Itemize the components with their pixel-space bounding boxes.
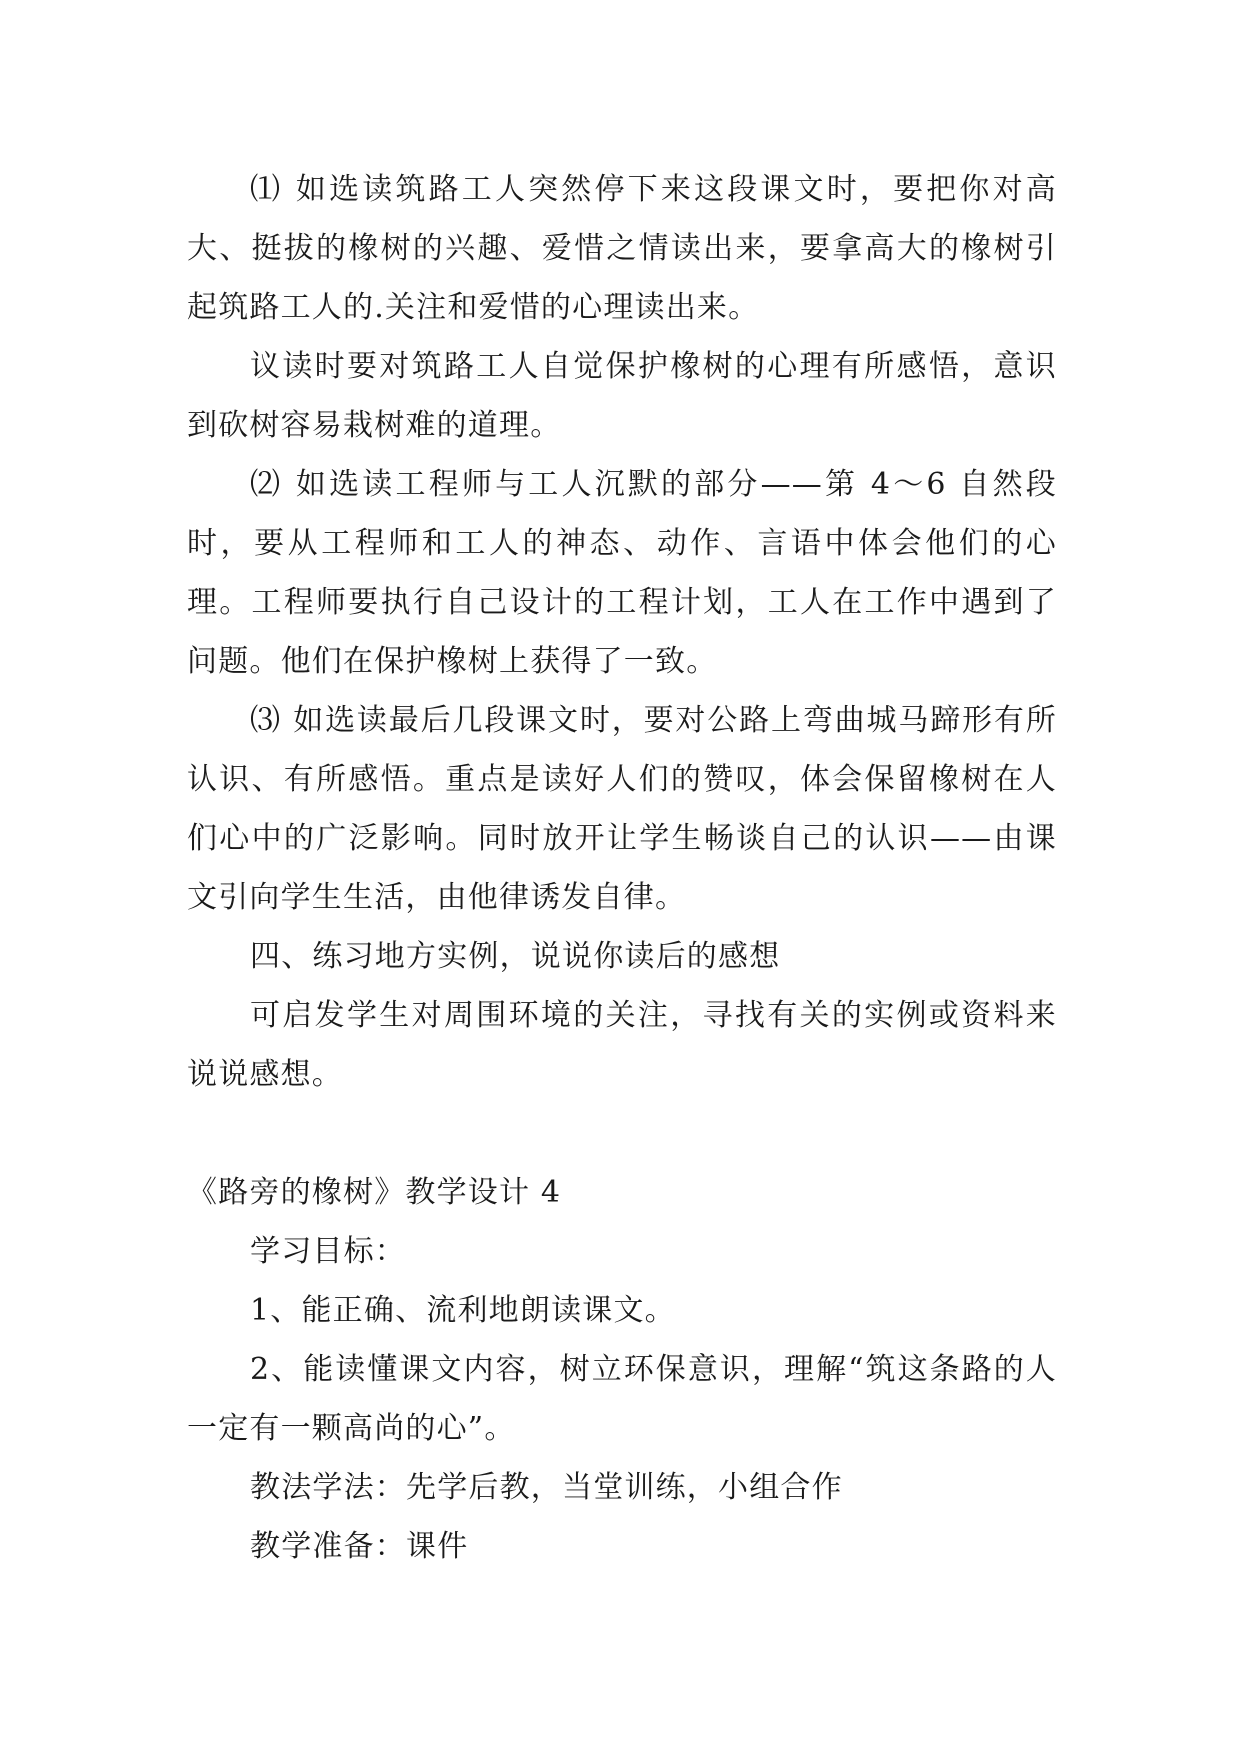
paragraph-final-sections: ⑶ 如选读最后几段课文时，要对公路上弯曲城马蹄形有所认识、有所感悟。重点是读好人们的赞叹，体会保留橡树在人们心中的广泛影响。同时放开让学生畅谈自己的认识——由课文引向学生生活，由他律诱发自律。 xyxy=(187,703,1057,915)
paragraph-engineer-workers: ⑵ 如选读工程师与工人沉默的部分——第 4～6 自然段时，要从工程师和工人的神态、动作、言语中体会他们的心理。工程师要执行自己设计的工程计划，工人在工作中遇到了问题。他们在保护橡树上获得了一致。 xyxy=(187,467,1057,679)
paragraph-learning-goals: 学习目标： xyxy=(250,1234,406,1269)
section-heading: 《路旁的橡树》教学设计 4 xyxy=(187,1175,562,1210)
paragraph-step-four: 四、练习地方实例，说说你读后的感想 xyxy=(250,939,781,974)
paragraph-teaching-prep: 教学准备：课件 xyxy=(250,1529,469,1564)
paragraph-environment: 可启发学生对周围环境的关注，寻找有关的实例或资料来说说感想。 xyxy=(187,998,1057,1092)
paragraph-goal-one: 1、能正确、流利地朗读课文。 xyxy=(250,1293,676,1328)
paragraph-discussion-reading: 议读时要对筑路工人自觉保护橡树的心理有所感悟，意识到砍树容易栽树难的道理。 xyxy=(187,349,1057,443)
paragraph-goal-two: 2、能读懂课文内容，树立环保意识，理解“筑这条路的人一定有一颗高尚的心”。 xyxy=(187,1352,1057,1446)
document-body xyxy=(187,160,1057,1576)
paragraph-reading-workers: ⑴ 如选读筑路工人突然停下来这段课文时，要把你对高大、挺拔的橡树的兴趣、爱惜之情读出来，要拿高大的橡树引起筑路工人的.关注和爱惜的心理读出来。 xyxy=(187,172,1057,325)
paragraph-teaching-method: 教法学法：先学后教，当堂训练，小组合作 xyxy=(250,1470,843,1505)
